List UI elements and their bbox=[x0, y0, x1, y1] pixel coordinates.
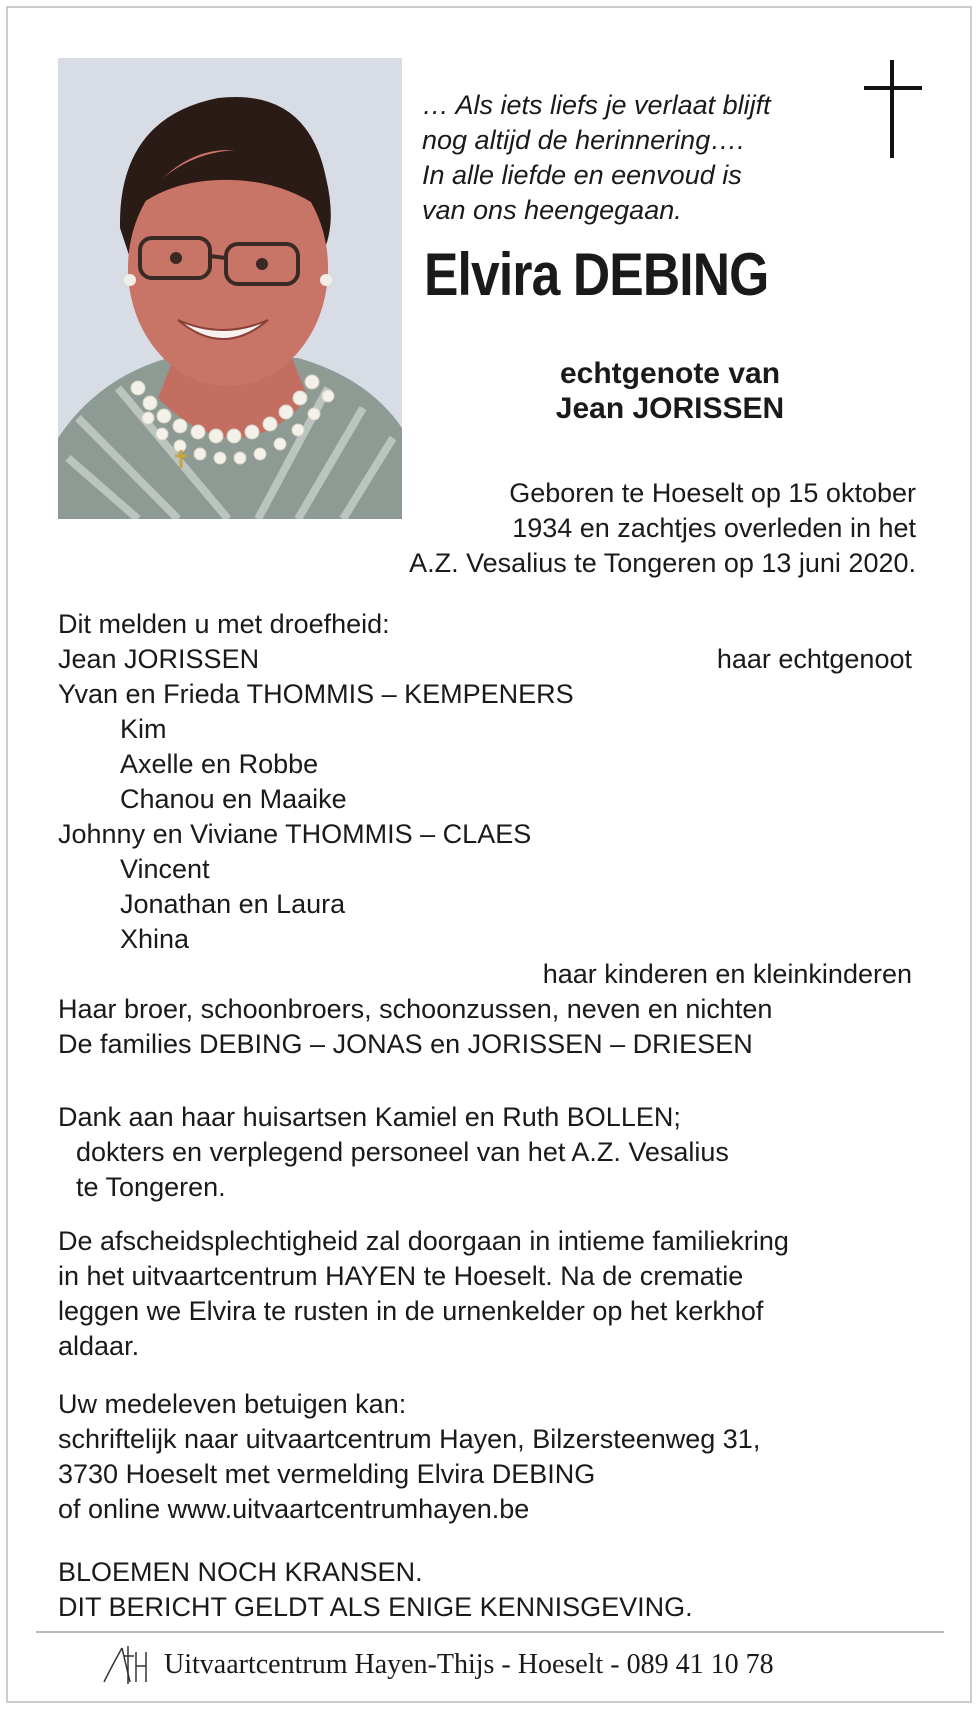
birth-death-info bbox=[316, 476, 916, 581]
thanks-line: te Tongeren. bbox=[76, 1172, 226, 1202]
husband-name: Jean JORISSEN bbox=[58, 644, 260, 674]
husband-relation: haar echtgenoot bbox=[716, 644, 912, 674]
children-relation-row bbox=[58, 957, 918, 992]
birth-death-line: Geboren te Hoeselt op 15 oktober bbox=[509, 478, 916, 508]
portrait-photo bbox=[58, 58, 402, 519]
child-couple: Johnny en Viviane THOMMIS – CLAES bbox=[58, 819, 532, 849]
ceremony-line: leggen we Elvira te rusten in de urnenkelder op het kerkhof bbox=[58, 1296, 764, 1326]
funeral-home-contact: Uitvaartcentrum Hayen-Thijs - Hoeselt - 089 41 10 78 bbox=[164, 1649, 774, 1680]
quote-line: … Als iets liefs je verlaat blijft bbox=[422, 90, 771, 120]
memorial-quote bbox=[422, 88, 852, 228]
grandchild: Xhina bbox=[120, 924, 190, 954]
grandchild: Kim bbox=[120, 714, 167, 744]
thanks-line: dokters en verplegend personeel van het A.Z. Vesalius bbox=[76, 1137, 729, 1167]
family-row-husband bbox=[58, 642, 918, 677]
notice-line: DIT BERICHT GELDT ALS ENIGE KENNISGEVING. bbox=[58, 1592, 693, 1622]
family-list bbox=[58, 607, 918, 1062]
ceremony-paragraph bbox=[58, 1224, 918, 1364]
notice-line: BLOEMEN NOCH KRANSEN. bbox=[58, 1557, 423, 1587]
birth-death-line: 1934 en zachtjes overleden in het bbox=[512, 513, 916, 543]
footer-divider bbox=[36, 1631, 944, 1633]
ceremony-line: De afscheidsplechtigheid zal doorgaan in intieme familiekring bbox=[58, 1226, 789, 1256]
spouse-line1: echtgenote van bbox=[559, 357, 781, 390]
quote-line: In alle liefde en eenvoud is bbox=[422, 160, 742, 190]
condolences-line: of online www.uitvaartcentrumhayen.be bbox=[58, 1494, 530, 1524]
grandchild: Axelle en Robbe bbox=[120, 749, 319, 779]
spouse-line2: Jean JORISSEN bbox=[555, 392, 785, 425]
deceased-name: Elvira DEBING bbox=[424, 241, 769, 308]
child-couple: Yvan en Frieda THOMMIS – KEMPENERS bbox=[58, 679, 574, 709]
quote-line: van ons heengegaan. bbox=[422, 195, 682, 225]
funeral-home-logo-icon bbox=[100, 1642, 152, 1686]
ceremony-line: aldaar. bbox=[58, 1331, 140, 1361]
funeral-home-footer bbox=[100, 1640, 920, 1690]
spouse-info bbox=[470, 356, 870, 426]
grandchild: Jonathan en Laura bbox=[120, 889, 346, 919]
condolences-line: Uw medeleven betuigen kan: bbox=[58, 1389, 407, 1419]
siblings-line: Haar broer, schoonbroers, schoonzussen, neven en nichten bbox=[58, 994, 773, 1024]
condolences-paragraph bbox=[58, 1387, 918, 1527]
ceremony-line: in het uitvaartcentrum HAYEN te Hoeselt. Na de crematie bbox=[58, 1261, 744, 1291]
grandchild: Chanou en Maaike bbox=[120, 784, 347, 814]
cross-icon bbox=[864, 60, 922, 158]
notices-paragraph bbox=[58, 1555, 918, 1625]
birth-death-line: A.Z. Vesalius te Tongeren op 13 juni 2020. bbox=[409, 548, 916, 578]
families-line: De families DEBING – JONAS en JORISSEN – DRIESEN bbox=[58, 1029, 753, 1059]
thanks-line: Dank aan haar huisartsen Kamiel en Ruth BOLLEN; bbox=[58, 1102, 681, 1132]
grandchild: Vincent bbox=[120, 854, 210, 884]
thanks-paragraph bbox=[58, 1100, 918, 1205]
condolences-line: schriftelijk naar uitvaartcentrum Hayen, Bilzersteenweg 31, bbox=[58, 1424, 761, 1454]
quote-line: nog altijd de herinnering…. bbox=[422, 125, 745, 155]
family-intro: Dit melden u met droefheid: bbox=[58, 609, 390, 639]
condolences-line: 3730 Hoeselt met vermelding Elvira DEBING bbox=[58, 1459, 596, 1489]
children-relation: haar kinderen en kleinkinderen bbox=[542, 959, 912, 989]
